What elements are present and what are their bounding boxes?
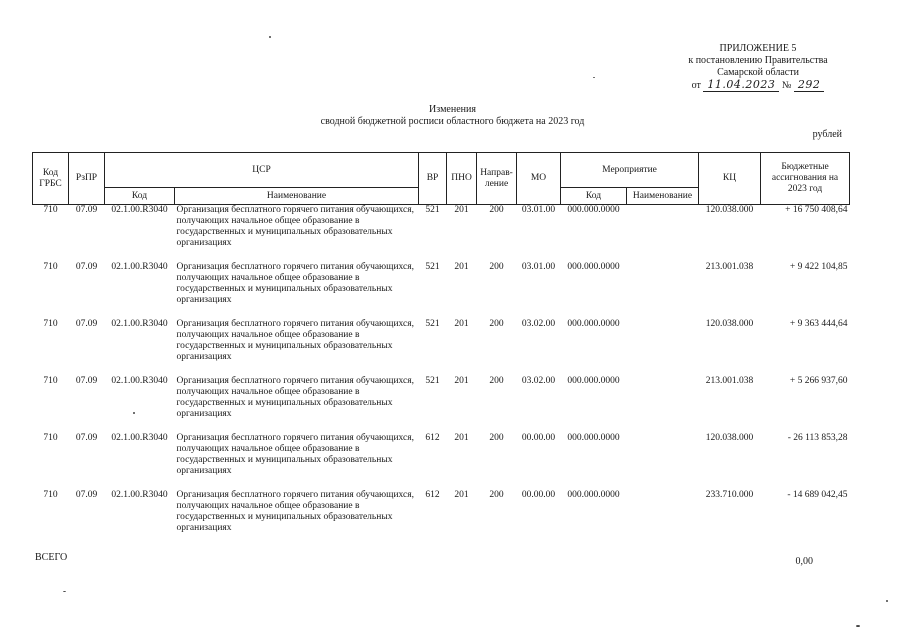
cell-event-code: 000.000.0000 (567, 205, 620, 215)
table-row (33, 205, 850, 263)
header-pno: ПНО (447, 153, 477, 205)
cell-pno: 201 (454, 262, 469, 272)
cell-vr: 521 (425, 205, 440, 215)
cell-csr-name: Организация бесплатного горячего питания обучающихся, получающих начальное общее образование в государственных и муниципальных образовательных организациях (176, 262, 414, 305)
cell-event-code: 000.000.0000 (567, 319, 620, 329)
cell-csr-name: Организация бесплатного горячего питания обучающихся, получающих начальное общее образование в государственных и муниципальных образовательных организациях (176, 319, 414, 362)
cell-csr-code: 02.1.00.R3040 (111, 319, 168, 329)
cell-kc: 120.038.000 (705, 205, 754, 215)
cell-direction: 200 (489, 433, 504, 443)
cell-mo: 00.00.00 (521, 433, 556, 443)
header-direction: Направ-ление (477, 153, 517, 205)
header-vr: ВР (419, 153, 447, 205)
table-row (33, 433, 850, 490)
cell-event-name (627, 433, 699, 490)
cell-event-name (627, 205, 699, 263)
appendix-region: Самарской области (717, 67, 799, 78)
document-title (0, 104, 905, 128)
cell-event-name (627, 376, 699, 433)
appendix-date-line (678, 79, 838, 92)
cell-amount: - 14 689 042,45 (787, 490, 848, 500)
cell-event-code: 000.000.0000 (567, 433, 620, 443)
currency-unit: рублей (812, 129, 842, 140)
cell-grbs: 710 (43, 205, 58, 215)
scan-speck (886, 600, 888, 602)
header-kc: КЦ (699, 153, 761, 205)
header-csr-code: Код (105, 188, 175, 205)
cell-csr-code: 02.1.00.R3040 (111, 490, 168, 500)
cell-rzpr: 07.09 (75, 376, 98, 386)
title-line-2: сводной бюджетной росписи областного бюджета на 2023 год (320, 116, 585, 127)
cell-csr-code: 02.1.00.R3040 (111, 262, 168, 272)
cell-direction: 200 (489, 205, 504, 215)
cell-amount: + 5 266 937,60 (789, 376, 848, 386)
number-prefix: № (781, 80, 792, 91)
cell-kc: 233.710.000 (705, 490, 754, 500)
cell-pno: 201 (454, 319, 469, 329)
table-row (33, 319, 850, 376)
date-prefix: от (691, 80, 701, 91)
cell-csr-name: Организация бесплатного горячего питания обучающихся, получающих начальное общее образование в государственных и муниципальных образовательных организациях (176, 490, 414, 533)
cell-event-name (627, 490, 699, 547)
cell-csr-name: Организация бесплатного горячего питания обучающихся, получающих начальное общее образование в государственных и муниципальных образовательных организациях (176, 205, 414, 248)
header-rzpr: РзПР (69, 153, 105, 205)
title-line-1: Изменения (429, 104, 476, 115)
header-csr: ЦСР (105, 153, 419, 188)
header-event: Мероприятие (561, 153, 699, 188)
cell-csr-name: Организация бесплатного горячего питания обучающихся, получающих начальное общее образование в государственных и муниципальных образовательных организациях (176, 376, 414, 419)
cell-event-name (627, 262, 699, 319)
cell-amount: - 26 113 853,28 (787, 433, 848, 443)
cell-rzpr: 07.09 (75, 205, 98, 215)
cell-grbs: 710 (43, 433, 58, 443)
cell-vr: 521 (425, 319, 440, 329)
table-row (33, 376, 850, 433)
cell-rzpr: 07.09 (75, 319, 98, 329)
cell-grbs: 710 (43, 376, 58, 386)
cell-amount: + 9 363 444,64 (789, 319, 848, 329)
cell-rzpr: 07.09 (75, 490, 98, 500)
scan-speck (63, 591, 66, 592)
cell-amount: + 9 422 104,85 (789, 262, 848, 272)
cell-vr: 521 (425, 262, 440, 272)
cell-vr: 612 (425, 490, 440, 500)
table-row (33, 262, 850, 319)
table-row (33, 490, 850, 547)
cell-csr-code: 02.1.00.R3040 (111, 376, 168, 386)
cell-kc: 120.038.000 (705, 433, 754, 443)
cell-event-name (627, 319, 699, 376)
cell-pno: 201 (454, 205, 469, 215)
cell-rzpr: 07.09 (75, 262, 98, 272)
cell-csr-code: 02.1.00.R3040 (111, 205, 168, 215)
cell-event-code: 000.000.0000 (567, 262, 620, 272)
appendix-block (678, 43, 838, 92)
cell-mo: 00.00.00 (521, 490, 556, 500)
scan-speck (856, 625, 860, 627)
cell-vr: 612 (425, 433, 440, 443)
cell-pno: 201 (454, 490, 469, 500)
handwritten-number: 292 (794, 78, 825, 92)
cell-mo: 03.01.00 (521, 205, 556, 215)
header-csr-name: Наименование (175, 188, 419, 205)
header-amount: Бюджетные ассигнования на 2023 год (761, 153, 850, 205)
cell-grbs: 710 (43, 319, 58, 329)
cell-direction: 200 (489, 376, 504, 386)
cell-grbs: 710 (43, 262, 58, 272)
cell-amount: + 16 750 408,64 (785, 205, 848, 215)
header-event-code: Код (561, 188, 627, 205)
appendix-title: ПРИЛОЖЕНИЕ 5 (719, 43, 797, 54)
cell-event-code: 000.000.0000 (567, 376, 620, 386)
cell-direction: 200 (489, 490, 504, 500)
cell-mo: 03.01.00 (521, 262, 556, 272)
scan-speck (269, 36, 271, 38)
header-grbs: Код ГРБС (33, 153, 69, 205)
cell-kc: 213.001.038 (705, 376, 754, 386)
cell-csr-code: 02.1.00.R3040 (111, 433, 168, 443)
cell-grbs: 710 (43, 490, 58, 500)
appendix-subtitle: к постановлению Правительства (688, 55, 828, 66)
handwritten-date: 11.04.2023 (703, 78, 779, 92)
cell-pno: 201 (454, 376, 469, 386)
total-value: 0,00 (795, 556, 813, 567)
cell-mo: 03.02.00 (521, 319, 556, 329)
cell-rzpr: 07.09 (75, 433, 98, 443)
budget-table (32, 152, 850, 547)
header-mo: МО (517, 153, 561, 205)
cell-vr: 521 (425, 376, 440, 386)
cell-kc: 213.001.038 (705, 262, 754, 272)
scan-speck (593, 77, 595, 78)
total-label: ВСЕГО (35, 552, 68, 563)
cell-mo: 03.02.00 (521, 376, 556, 386)
cell-pno: 201 (454, 433, 469, 443)
header-event-name: Наименование (627, 188, 699, 205)
cell-kc: 120.038.000 (705, 319, 754, 329)
cell-event-code: 000.000.0000 (567, 490, 620, 500)
cell-direction: 200 (489, 262, 504, 272)
cell-csr-name: Организация бесплатного горячего питания обучающихся, получающих начальное общее образование в государственных и муниципальных образовательных организациях (176, 433, 414, 476)
cell-direction: 200 (489, 319, 504, 329)
